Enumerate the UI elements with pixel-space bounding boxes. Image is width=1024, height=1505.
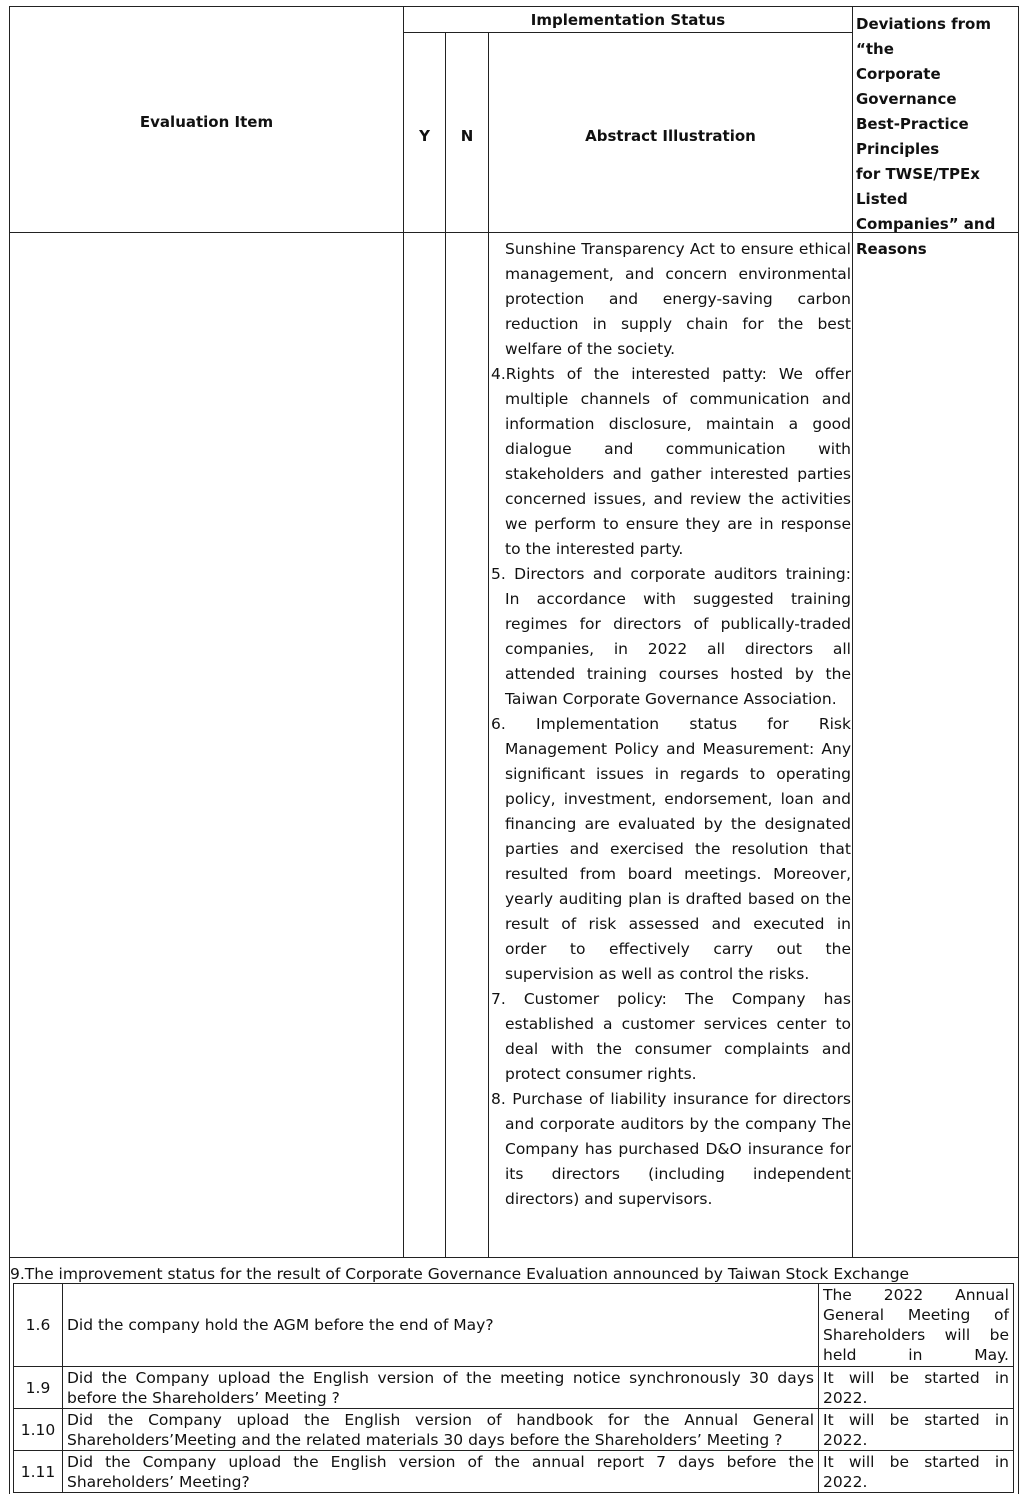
header-abstract-illustration: Abstract Illustration [585,127,756,145]
abstract-paragraph: 4.Rights of the interested patty: We offer multiple channels of communication and information disclosure, maintain a good dialogue and communication with stakeholders and gather interested parties concerned issues, and review the activities we perform to ensure they are in response to the interested party. [491,365,851,558]
rule-col-eval [403,6,404,1258]
table-row-answer: It will be started in 2022. [823,1410,1009,1449]
table-row-question: Did the Company upload the English version of the annual report 7 days before the Shareholders’ Meeting? [67,1452,814,1491]
header-y: Y [419,127,430,145]
rule-body-bottom [9,1257,1019,1258]
rule-col-n [488,32,489,1258]
header-deviations-line: Corporate [856,65,941,83]
abstract-paragraph: 8. Purchase of liability insurance for directors and corporate auditors by the company The Company has purchased D&O insurance for its directors (including independent directors) and supervisors. [491,1090,851,1208]
abstract-paragraph: 5. Directors and corporate auditors training: In accordance with suggested training regimes for directors of publically-traded companies, in 2022 all directors all attended training courses hosted by the Taiwan Corporate Governance Association. [491,565,851,708]
abstract-paragraph: 6. Implementation status for Risk Management Policy and Measurement: Any significant issues in regards to operating policy, investment, endorsement, loan and financing are evaluated by the designated parties and exercised the resolution that resulted from board meetings. Moreover, yearly auditing plan is drafted based on the result of risk assessed and executed in order to effectively carry out the supervision as well as control the risks. [491,715,851,983]
table-row-number: 1.9 [25,1378,51,1397]
table-row-question: Did the Company upload the English version of the meeting notice synchronously 30 days before the Shareholders’ Meeting ? [67,1368,814,1407]
abstract-paragraph: 7. Customer policy: The Company has established a customer services center to deal with the consumer complaints and protect consumer rights. [491,990,851,1083]
table-row-question: Did the company hold the AGM before the end of May? [67,1316,494,1334]
header-deviations-line: Deviations from [856,15,991,33]
header-deviations-line: Best-Practice [856,115,969,133]
table-row-answer: The 2022 Annual General Meeting of Shareholders will be held in May. [823,1286,1009,1364]
table-row-answer: It will be started in 2022. [823,1452,1009,1491]
rule-status-sub [403,32,852,33]
table-row-number: 1.6 [25,1316,51,1334]
rule-col-abstract [852,6,853,1258]
header-deviations-line: Companies” and [856,215,996,233]
header-deviations-line: for TWSE/TPEx Listed [856,165,980,208]
header-deviations-line: “the [856,40,894,58]
border-top [9,6,1019,7]
section-9-title: 9.The improvement status for the result of Corporate Governance Evaluation announced by Taiwan Stock Exchange [10,1265,910,1283]
s9-rule-bottom [13,1492,1014,1493]
table-row-answer: It will be started in 2022. [823,1368,1009,1407]
header-deviations-line: Principles [856,140,940,158]
header-deviations [856,12,1020,262]
header-evaluation-item: Evaluation Item [139,113,274,131]
table-row-number: 1.11 [20,1462,56,1481]
table-row-question: Did the Company upload the English version of handbook for the Annual General Shareholders’Meeting and the related materials 30 days before the Shareholders’ Meeting ? [67,1410,814,1449]
rule-col-y [445,32,446,1258]
header-deviations-line: Governance [856,90,957,108]
header-implementation-status: Implementation Status [530,11,726,29]
table-row-number: 1.10 [20,1420,56,1439]
s9-rule-right [1013,1283,1014,1492]
abstract-illustration-text [491,237,851,1212]
abstract-paragraph: Sunshine Transparency Act to ensure ethical management, and concern environmental protection and energy-saving carbon reduction in supply chain for the best welfare of the society. [505,240,851,358]
header-deviations-line: Reasons [856,240,927,258]
header-n: N [460,127,474,145]
